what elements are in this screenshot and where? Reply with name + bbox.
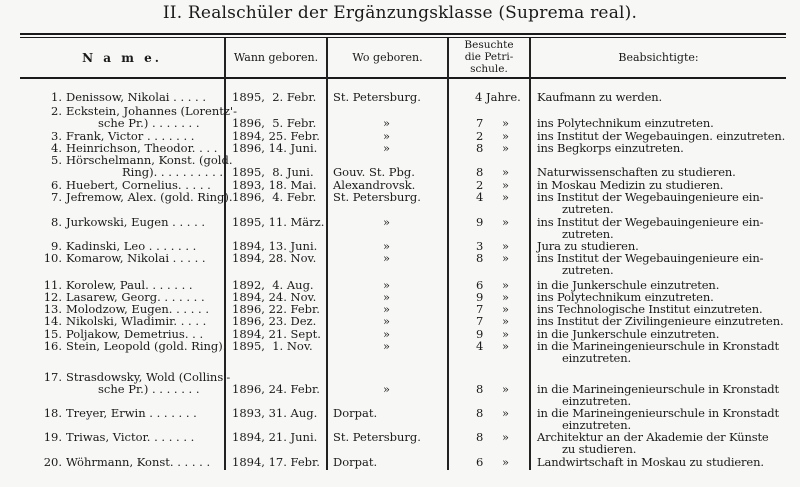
row-born-date: 1896, 22. Febr. (232, 302, 320, 316)
row-intended: ins Institut der Zivilingenieure einzutreten. (537, 314, 784, 328)
row-number: 20. (43, 455, 62, 469)
row-intended: Jura zu studieren. (537, 239, 639, 253)
header-attended (449, 39, 529, 75)
row-name: Treyer, Erwin . . . . . . . (66, 406, 197, 420)
row-name: Nikolski, Wladimir. . . . . (66, 314, 207, 328)
row-born-place-ditto: » (383, 339, 391, 353)
row-name: Denissow, Nikolai . . . . . (66, 90, 207, 104)
row-intended: in die Junkerschule einzutreten. (537, 278, 720, 292)
row-years: 4 (476, 190, 484, 204)
row-name: Korolew, Paul. . . . . . . (66, 278, 193, 292)
row-born-place: Dorpat. (333, 406, 378, 420)
row-intended: in die Marineingenieurschule in Kronstadt (537, 382, 779, 397)
row-years-ditto: » (502, 339, 510, 353)
row-born-date: 1894, 21. Sept. (232, 327, 321, 341)
row-intended: zutreten. (562, 227, 614, 242)
row-years-ditto: » (502, 116, 510, 131)
row-born-date: 1895, 1. Nov. (232, 339, 313, 353)
row-born-place-ditto: » (383, 215, 391, 229)
row-name: Stein, Leopold (gold. Ring). (66, 339, 227, 353)
row-name: Ring). . . . . . . . . . (122, 165, 224, 180)
row-intended: Naturwissenschaften zu studieren. (537, 165, 736, 180)
row-number: 16. (43, 339, 62, 353)
row-born-place-ditto: » (383, 239, 391, 253)
row-born-place-ditto: » (383, 290, 391, 304)
row-years-ditto: » (502, 215, 510, 229)
row-name: Jurkowski, Eugen . . . . . (66, 215, 206, 229)
row-name: Huebert, Cornelius. . . . . (66, 178, 211, 192)
row-born-date: 1896, 14. Juni. (232, 141, 318, 155)
row-born-place-ditto: » (383, 278, 391, 292)
column-divider (447, 38, 449, 470)
row-intended: ins Polytechnikum einzutreten. (537, 290, 714, 304)
row-born-date: 1894, 21. Juni. (232, 430, 318, 444)
row-number: 6. (51, 178, 62, 192)
row-number: 7. (51, 190, 62, 204)
row-born-date: 1896, 4. Febr. (232, 190, 317, 204)
row-name: Wöhrmann, Konst. . . . . . (66, 455, 211, 469)
row-years-ditto: » (502, 129, 510, 143)
row-number: 8. (51, 215, 62, 229)
row-years-ditto: » (502, 314, 510, 328)
row-years-ditto: » (502, 290, 510, 304)
header-name: N a m e. (82, 51, 162, 65)
row-intended: Kaufmann zu werden. (537, 90, 662, 104)
row-name: Kadinski, Leo . . . . . . . (66, 239, 197, 253)
row-years: 8 (476, 382, 484, 397)
row-years-ditto: » (502, 406, 510, 420)
row-years-ditto: » (502, 178, 510, 192)
row-years: 4 (476, 339, 484, 353)
row-intended: in die Junkerschule einzutreten. (537, 327, 720, 341)
row-name: Jefremow, Alex. (gold. Ring). (66, 190, 233, 204)
top-rule-thin (20, 37, 786, 38)
row-years-ditto: » (502, 327, 510, 341)
row-number: 17. (43, 370, 62, 384)
row-name: Lasarew, Georg. . . . . . . (66, 290, 205, 304)
row-born-place-ditto: » (383, 129, 391, 143)
row-intended: ins Polytechnikum einzutreten. (537, 116, 714, 131)
row-born-date: 1896, 5. Febr. (232, 116, 317, 131)
row-name: Hörschelmann, Konst. (gold. (66, 153, 233, 167)
row-years-ditto: » (502, 141, 510, 155)
row-years-ditto: » (502, 251, 510, 265)
row-intended: ins Technologische Institut einzutreten. (537, 302, 763, 316)
row-born-place: St. Petersburg. (333, 190, 421, 204)
row-born-date: 1895, 2. Febr. (232, 90, 317, 104)
row-years: 6 (476, 278, 484, 292)
row-born-date: 1894, 25. Febr. (232, 129, 320, 143)
header-attended-line: Besuchte (464, 39, 514, 51)
row-number: 4. (51, 141, 62, 155)
row-born-date: 1893, 31. Aug. (232, 406, 318, 420)
row-born-place-ditto: » (383, 327, 391, 341)
row-name: Triwas, Victor. . . . . . . (66, 430, 195, 444)
row-years-ditto: » (502, 278, 510, 292)
row-years-ditto: » (502, 430, 510, 444)
row-born-date: 1894, 28. Nov. (232, 251, 317, 265)
header-bottom-rule (20, 77, 786, 79)
row-years: 9 (476, 290, 484, 304)
row-born-place-ditto: » (383, 116, 391, 131)
row-name: Komarow, Nikolai . . . . . (66, 251, 206, 265)
row-intended: Architektur an der Akademie der Künste (537, 430, 769, 444)
row-years: 6 (476, 455, 484, 469)
row-intended: ins Institut der Wegebauingenieure ein- (537, 190, 764, 204)
row-name: Strasdowsky, Wold (Collins'- (66, 370, 231, 384)
row-name: Eckstein, Johannes (Lorentz'- (66, 104, 237, 118)
row-born-date: 1896, 24. Febr. (232, 382, 320, 397)
row-born-date: 1894, 17. Febr. (232, 455, 320, 469)
header-attended-line: die Petri- (464, 51, 514, 63)
row-number: 3. (51, 129, 62, 143)
row-intended: zutreten. (562, 263, 614, 278)
row-years: 9 (476, 215, 484, 229)
row-years-ditto: » (502, 302, 510, 316)
row-born-date: 1893, 18. Mai. (232, 178, 317, 192)
row-number: 2. (51, 104, 62, 118)
column-divider (224, 38, 226, 470)
row-born-place-ditto: » (383, 141, 391, 155)
row-years-ditto: » (502, 455, 510, 469)
row-years: 7 (476, 314, 484, 328)
row-years: 7 (476, 302, 484, 316)
row-intended: einzutreten. (562, 351, 631, 366)
row-born-place-ditto: » (383, 302, 391, 316)
row-intended: in Moskau Medizin zu studieren. (537, 178, 724, 192)
column-divider (529, 38, 531, 470)
header-attended-line: schule. (470, 63, 508, 75)
row-intended: einzutreten. (562, 394, 631, 409)
row-number: 12. (43, 290, 62, 304)
row-number: 10. (43, 251, 62, 265)
row-born-date: 1892, 4. Aug. (232, 278, 314, 292)
row-intended: ins Institut der Wegebauingen. einzutreten. (537, 129, 786, 143)
row-born-date: 1895, 8. Juni. (232, 165, 314, 180)
row-intended: zutreten. (562, 202, 614, 217)
row-born-place: Dorpat. (333, 455, 378, 469)
row-intended: einzutreten. (562, 418, 631, 433)
row-years: 2 (476, 178, 484, 192)
row-name: sche Pr.) . . . . . . . (98, 116, 200, 131)
header-intended: Beabsichtigte: (618, 51, 699, 64)
row-years: 8 (476, 406, 484, 420)
row-born-place: St. Petersburg. (333, 90, 421, 104)
row-intended: in die Marineingenieurschule in Kronstadt (537, 406, 779, 420)
row-number: 13. (43, 302, 62, 316)
row-name: Heinrichson, Theodor. . . . (66, 141, 218, 155)
row-born-date: 1894, 13. Juni. (232, 239, 318, 253)
row-intended: zu studieren. (562, 442, 637, 457)
row-years: 7 (476, 116, 484, 131)
row-intended: Landwirtschaft in Moskau zu studieren. (537, 455, 764, 469)
row-born-place: Gouv. St. Pbg. (333, 165, 415, 180)
row-intended: ins Institut der Wegebauingenieure ein- (537, 251, 764, 265)
row-years-ditto: » (502, 165, 510, 180)
row-name: sche Pr.) . . . . . . . (98, 382, 200, 397)
row-born-place: St. Petersburg. (333, 430, 421, 444)
page-title: II. Realschüler der Ergänzungsklasse (Suprema real). (162, 3, 638, 23)
row-name: Molodzow, Eugen. . . . . . (66, 302, 210, 316)
row-number: 11. (43, 278, 62, 292)
row-born-date: 1896, 23. Dez. (232, 314, 317, 328)
header-born-where: Wo geboren. (352, 51, 423, 64)
row-name: Poljakow, Demetrius. . . (66, 327, 204, 341)
row-born-place-ditto: » (383, 314, 391, 328)
row-years: 4 Jahre. (475, 90, 521, 104)
row-years: 3 (476, 239, 484, 253)
row-years: 8 (476, 165, 484, 180)
row-years: 8 (476, 430, 484, 444)
row-years: 8 (476, 141, 484, 155)
row-years-ditto: » (502, 190, 510, 204)
row-born-place: Alexandrovsk. (333, 178, 416, 192)
row-years: 9 (476, 327, 484, 341)
row-years: 2 (476, 129, 484, 143)
row-number: 18. (43, 406, 62, 420)
header-born-when: Wann geboren. (233, 51, 319, 64)
column-divider (326, 38, 328, 470)
row-intended: ins Institut der Wegebauingenieure ein- (537, 215, 764, 229)
row-born-place-ditto: » (383, 382, 391, 397)
row-number: 14. (43, 314, 62, 328)
row-years-ditto: » (502, 239, 510, 253)
row-born-date: 1895, 11. März. (232, 215, 325, 229)
row-number: 5. (51, 153, 62, 167)
row-years-ditto: » (502, 382, 510, 397)
row-name: Frank, Victor . . . . . . . (66, 129, 195, 143)
row-born-place-ditto: » (383, 251, 391, 265)
row-number: 9. (51, 239, 62, 253)
row-number: 19. (43, 430, 62, 444)
row-number: 1. (51, 90, 62, 104)
top-double-rule (20, 33, 786, 35)
row-intended: ins Begkorps einzutreten. (537, 141, 684, 155)
row-intended: in die Marineingenieurschule in Kronstadt (537, 339, 779, 353)
row-born-date: 1894, 24. Nov. (232, 290, 317, 304)
row-years: 8 (476, 251, 484, 265)
row-number: 15. (43, 327, 62, 341)
